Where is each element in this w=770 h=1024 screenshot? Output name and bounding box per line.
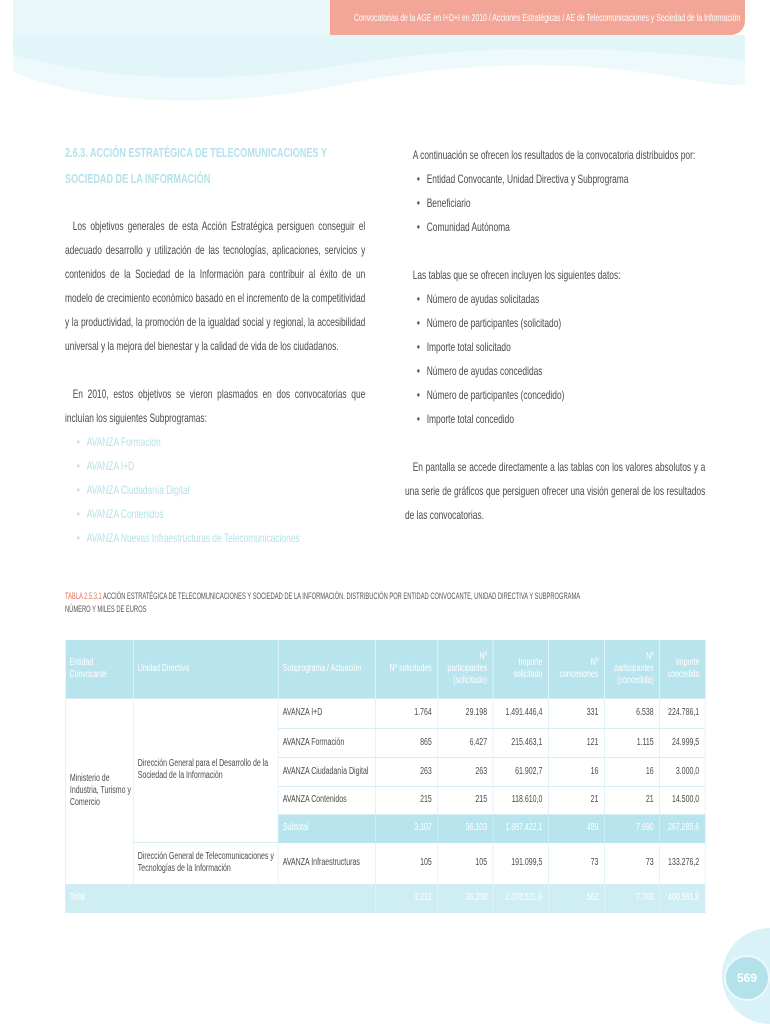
left-column bbox=[65, 140, 365, 550]
column-header-entidad: Entidad Convocante bbox=[65, 640, 133, 698]
list-item-label: Número de participantes (concedido) bbox=[426, 388, 565, 402]
participantes-concedido-cell: 7.690 bbox=[604, 814, 659, 842]
solicitudes-cell: 3.212 bbox=[375, 884, 437, 912]
importe-concedido-cell: 400.561,8 bbox=[660, 884, 706, 912]
table-row bbox=[65, 842, 705, 884]
participantes-concedido-cell: 16 bbox=[604, 757, 659, 786]
column-header-importe-concedido: Importe concedido bbox=[660, 640, 706, 698]
list-item bbox=[405, 191, 705, 215]
list-item-label: AVANZA Nuevas Infraestructuras de Telecomunicaciones bbox=[86, 531, 300, 545]
table-row bbox=[65, 698, 705, 728]
list-item bbox=[405, 407, 705, 431]
participantes-concedido-cell: 6.538 bbox=[604, 698, 659, 728]
tables-data-paragraph: Las tablas que se ofrecen incluyen los siguientes datos: bbox=[412, 268, 621, 282]
importe-concedido-cell: 3.000,0 bbox=[660, 757, 706, 786]
list-item bbox=[65, 526, 365, 550]
list-item-label: Número de ayudas solicitadas bbox=[426, 292, 540, 306]
header-light-band bbox=[13, 0, 343, 35]
list-item bbox=[65, 478, 365, 502]
column-header-participantes-solicitado: Nº participantes (solicitado) bbox=[438, 640, 493, 698]
list-item-label: Entidad Convocante, Unidad Directiva y Subprograma bbox=[426, 172, 629, 186]
participantes-concedido-cell: 1.115 bbox=[604, 728, 659, 757]
participantes-solicitado-cell: 36.103 bbox=[438, 814, 493, 842]
subtotal-label: Subtotal bbox=[278, 814, 375, 842]
list-item bbox=[405, 215, 705, 239]
convocatorias-paragraph: En 2010, estos objetivos se vieron plasmados en dos convocatorias que incluían los siguientes Subprogramas: bbox=[65, 387, 366, 425]
table-caption-title-line bbox=[65, 590, 705, 603]
column-header-solicitudes: Nº solicitudes bbox=[375, 640, 437, 698]
solicitudes-cell: 263 bbox=[375, 757, 437, 786]
participantes-solicitado-cell: 215 bbox=[438, 786, 493, 814]
column-header-participantes-concedido: Nº participantes (concedido) bbox=[604, 640, 659, 698]
unidad-directiva-cell: Dirección General de Telecomunicaciones y Tecnologías de la Información bbox=[133, 842, 278, 884]
concesiones-cell: 21 bbox=[548, 786, 604, 814]
running-header-title: Convocatorias de la AGE en I+D+I en 2010 / Acciones Estratégicas / AE de Telecomunicaciones y Sociedad de la Información bbox=[353, 12, 740, 24]
solicitudes-cell: 865 bbox=[375, 728, 437, 757]
right-column bbox=[405, 143, 705, 527]
section-heading: 2.6.3. ACCIÓN ESTRATÉGICA DE TELECOMUNICACIONES Y SOCIEDAD DE LA INFORMACIÓN bbox=[65, 145, 327, 186]
table-caption bbox=[65, 590, 705, 616]
results-intro-paragraph: A continuación se ofrecen los resultados de la convocatoria distribuidos por: bbox=[412, 148, 696, 162]
list-item bbox=[405, 335, 705, 359]
subprograma-cell: AVANZA Ciudadanía Digital bbox=[278, 757, 375, 786]
list-item-label: Número de participantes (solicitado) bbox=[426, 316, 562, 330]
bullet-icon bbox=[417, 167, 420, 191]
list-item bbox=[405, 359, 705, 383]
list-item-label: Importe total solicitado bbox=[426, 340, 511, 354]
concesiones-cell: 121 bbox=[548, 728, 604, 757]
participantes-solicitado-cell: 263 bbox=[438, 757, 493, 786]
subprograma-cell: AVANZA Contenidos bbox=[278, 786, 375, 814]
participantes-solicitado-cell: 36.208 bbox=[438, 884, 493, 912]
importe-concedido-cell: 133.276,2 bbox=[660, 842, 706, 884]
total-label: Total bbox=[65, 884, 375, 912]
bullet-icon bbox=[417, 311, 420, 335]
importe-solicitado-cell: 215.463,1 bbox=[493, 728, 548, 757]
importe-solicitado-cell: 118.610,0 bbox=[493, 786, 548, 814]
concesiones-cell: 73 bbox=[548, 842, 604, 884]
screen-access-paragraph: En pantalla se accede directamente a las tablas con los valores absolutos y a una serie de gráficos que persiguen ofrecer una visión general de los resultados de las convocatorias. bbox=[405, 460, 706, 522]
bullet-icon bbox=[77, 478, 80, 502]
bullet-icon bbox=[77, 430, 80, 454]
running-header-banner bbox=[330, 0, 745, 35]
list-item-label: Importe total concedido bbox=[426, 412, 515, 426]
solicitudes-cell: 215 bbox=[375, 786, 437, 814]
entidad-cell: Ministerio de Industria, Turismo y Comercio bbox=[65, 698, 133, 884]
column-header-importe-solicitado: Importe solicitado bbox=[493, 640, 548, 698]
concesiones-cell: 16 bbox=[548, 757, 604, 786]
list-item bbox=[405, 287, 705, 311]
participantes-solicitado-cell: 105 bbox=[438, 842, 493, 884]
importe-solicitado-cell: 61.902,7 bbox=[493, 757, 548, 786]
table-number-label: TABLA 2.5.3.1 bbox=[65, 591, 102, 601]
page-number-badge bbox=[724, 955, 770, 1001]
bullet-icon bbox=[417, 191, 420, 215]
subprograma-cell: AVANZA Formación bbox=[278, 728, 375, 757]
list-item-label: AVANZA Formación bbox=[86, 435, 161, 449]
bullet-icon bbox=[77, 526, 80, 550]
importe-solicitado-cell: 1.887.422,1 bbox=[493, 814, 548, 842]
list-item bbox=[405, 311, 705, 335]
bullet-icon bbox=[77, 502, 80, 526]
importe-concedido-cell: 14.500,0 bbox=[660, 786, 706, 814]
list-item-label: Número de ayudas concedidas bbox=[426, 364, 543, 378]
total-row bbox=[65, 884, 705, 912]
results-table-container bbox=[65, 640, 705, 913]
participantes-solicitado-cell: 6.427 bbox=[438, 728, 493, 757]
importe-concedido-cell: 267.285,6 bbox=[660, 814, 706, 842]
list-item-label: Comunidad Autónoma bbox=[426, 220, 510, 234]
list-item-label: AVANZA Ciudadanía Digital bbox=[86, 483, 190, 497]
bullet-icon bbox=[417, 287, 420, 311]
participantes-solicitado-cell: 29.198 bbox=[438, 698, 493, 728]
list-item-label: AVANZA I+D bbox=[86, 459, 135, 473]
solicitudes-cell: 3.107 bbox=[375, 814, 437, 842]
distribution-list bbox=[405, 167, 705, 239]
importe-concedido-cell: 224.786,1 bbox=[660, 698, 706, 728]
column-header-subprograma: Subprograma / Actuación bbox=[278, 640, 375, 698]
concesiones-cell: 562 bbox=[548, 884, 604, 912]
column-header-unidad: Unidad Directiva bbox=[133, 640, 278, 698]
concesiones-cell: 489 bbox=[548, 814, 604, 842]
list-item bbox=[405, 383, 705, 407]
bullet-icon bbox=[417, 407, 420, 431]
data-items-list bbox=[405, 287, 705, 431]
unidad-directiva-cell: Dirección General para el Desarrollo de la Sociedad de la Información bbox=[133, 698, 278, 842]
list-item-label: AVANZA Contenidos bbox=[86, 507, 164, 521]
subprogramas-list bbox=[65, 430, 365, 550]
page-number: 569 bbox=[736, 971, 758, 985]
table-header-row bbox=[65, 640, 705, 698]
bullet-icon bbox=[417, 359, 420, 383]
importe-solicitado-cell: 2.078.521,6 bbox=[493, 884, 548, 912]
bullet-icon bbox=[77, 454, 80, 478]
importe-solicitado-cell: 191.099,5 bbox=[493, 842, 548, 884]
objectives-paragraph: Los objetivos generales de esta Acción Estratégica persiguen conseguir el adecuado desarrollo y utilización de las tecnologías, aplicaciones, servicios y contenidos de la Sociedad de la Información para contribuir al éxito de un modelo de crecimiento económico basado en el incremento de la competitividad y la productividad, la promoción de la igualdad social y regional, la accesibilidad universal y la mejora del bienestar y la calidad de vida de los ciudadanos. bbox=[65, 219, 366, 353]
bullet-icon bbox=[417, 215, 420, 239]
column-header-concesiones: Nº concesiones bbox=[548, 640, 604, 698]
list-item bbox=[65, 502, 365, 526]
subprograma-cell: AVANZA Infraestructuras bbox=[278, 842, 375, 884]
bullet-icon bbox=[417, 335, 420, 359]
participantes-concedido-cell: 7.763 bbox=[604, 884, 659, 912]
solicitudes-cell: 1.764 bbox=[375, 698, 437, 728]
list-item-label: Beneficiario bbox=[426, 196, 471, 210]
table-units: NÚMERO Y MILES DE EUROS bbox=[65, 604, 147, 614]
importe-solicitado-cell: 1.491.446,4 bbox=[493, 698, 548, 728]
results-table bbox=[65, 640, 706, 913]
table-title: ACCIÓN ESTRATÉGICA DE TELECOMUNICACIONES Y SOCIEDAD DE LA INFORMACIÓN. DISTRIBUCIÓN POR ENTIDAD CONVOCANTE, UNIDAD DIRECTIVA Y SUBPROGRAMA bbox=[103, 591, 581, 601]
participantes-concedido-cell: 21 bbox=[604, 786, 659, 814]
subprograma-cell: AVANZA I+D bbox=[278, 698, 375, 728]
concesiones-cell: 331 bbox=[548, 698, 604, 728]
importe-concedido-cell: 24.999,5 bbox=[660, 728, 706, 757]
solicitudes-cell: 105 bbox=[375, 842, 437, 884]
list-item bbox=[65, 454, 365, 478]
list-item bbox=[405, 167, 705, 191]
participantes-concedido-cell: 73 bbox=[604, 842, 659, 884]
bullet-icon bbox=[417, 383, 420, 407]
list-item bbox=[65, 430, 365, 454]
